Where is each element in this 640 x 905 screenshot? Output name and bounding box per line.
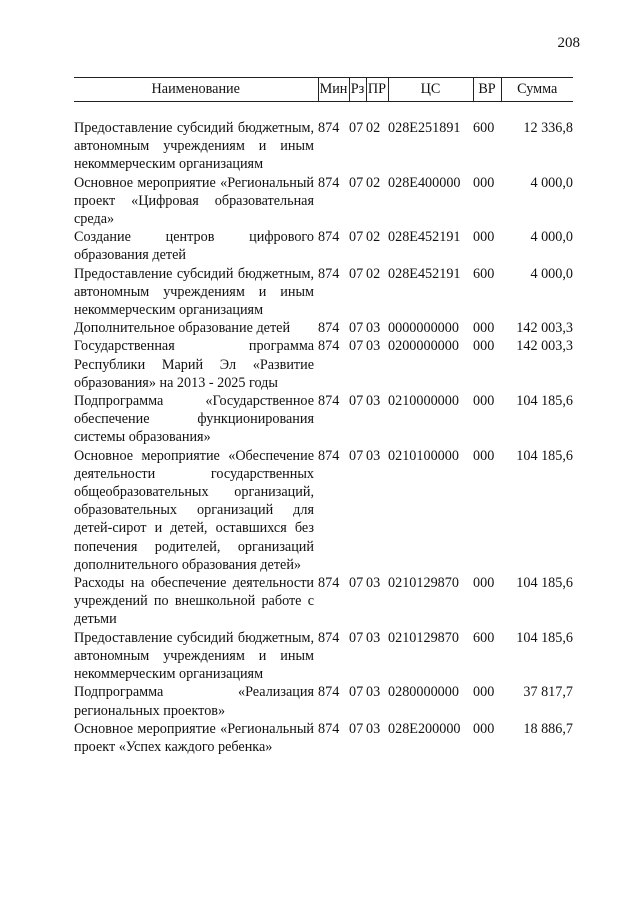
page-number: 208 [557,35,580,51]
row-vr: 000 [473,575,495,592]
row-pr: 03 [366,338,381,355]
row-sum: 4 000,0 [530,265,573,282]
row-sum: 104 185,6 [516,629,573,646]
row-cs: 0210000000 [388,393,459,410]
table-row [74,319,573,337]
header-sum: Сумма [501,78,573,102]
row-min: 874 [318,265,340,282]
row-rz: 07 [349,447,364,464]
budget-table [74,77,573,756]
row-name: Расходы на обеспечение деятельности учреждений по внешкольной работе с детьми [74,575,314,628]
table-row [74,174,573,229]
row-sum: 104 185,6 [516,575,573,592]
row-cs: 0280000000 [388,684,459,701]
table-row [74,228,573,264]
row-pr: 02 [366,120,381,136]
row-pr: 02 [366,174,381,191]
table-row [74,337,573,392]
row-name: Подпрограмма «Государственное обеспечение функционирования системы образования» [74,393,314,446]
row-cs: 0200000000 [388,338,459,355]
row-rz: 07 [349,684,364,701]
row-cs: 028E452191 [388,265,461,282]
header-pr: ПР [366,78,388,102]
row-vr: 000 [473,447,495,464]
row-name: Государственная программа Республики Марий Эл «Развитие образования» на 2013 - 2025 годы [74,338,314,391]
table-row [74,629,573,684]
table-row [74,574,573,629]
row-min: 874 [318,720,340,737]
row-pr: 03 [366,720,381,737]
table-row [74,119,573,174]
row-cs: 028E251891 [388,120,461,136]
row-pr: 03 [366,684,381,701]
row-vr: 000 [473,320,495,337]
row-min: 874 [318,447,340,464]
row-pr: 03 [366,629,381,646]
row-min: 874 [318,320,340,337]
header-rz: Рз [349,78,366,102]
row-pr: 03 [366,447,381,464]
row-name: Дополнительное образование детей [74,320,291,337]
row-cs: 028E452191 [388,229,461,246]
row-vr: 000 [473,174,495,191]
row-rz: 07 [349,393,364,410]
row-rz: 07 [349,229,364,246]
row-rz: 07 [349,338,364,355]
row-sum: 142 003,3 [516,320,573,337]
row-vr: 000 [473,720,495,737]
header-vr: ВР [473,78,501,102]
table-row [74,683,573,719]
row-min: 874 [318,393,340,410]
row-pr: 03 [366,393,381,410]
row-name: Подпрограмма «Реализация региональных проектов» [74,684,314,719]
row-pr: 03 [366,575,381,592]
row-sum: 4 000,0 [530,174,573,191]
row-name: Создание центров цифрового образования детей [74,229,314,264]
table-body [74,102,573,757]
row-pr: 03 [366,320,381,337]
row-cs: 028E200000 [388,720,461,737]
table-row [74,265,573,320]
row-rz: 07 [349,720,364,737]
row-pr: 02 [366,265,381,282]
row-name: Основное мероприятие «Региональный проект «Успех каждого ребенка» [74,720,314,755]
row-cs: 0210100000 [388,447,459,464]
table-row [74,720,573,756]
row-sum: 104 185,6 [516,447,573,464]
table-row [74,447,573,574]
row-rz: 07 [349,575,364,592]
row-vr: 600 [473,120,495,136]
row-cs: 0210129870 [388,575,459,592]
row-sum: 104 185,6 [516,393,573,410]
row-rz: 07 [349,320,364,337]
row-sum: 18 886,7 [523,720,573,737]
row-name: Предоставление субсидий бюджетным, автономным учреждениям и иным некоммерческим организациям [74,629,314,683]
row-min: 874 [318,174,340,191]
row-rz: 07 [349,629,364,646]
row-min: 874 [318,229,340,246]
row-sum: 142 003,3 [516,338,573,355]
header-cs: ЦС [388,78,473,102]
row-name: Основное мероприятие «Региональный проект «Цифровая образовательная среда» [74,174,314,228]
row-rz: 07 [349,174,364,191]
row-min: 874 [318,684,340,701]
table-header-row [74,78,573,102]
row-cs: 028E400000 [388,174,461,191]
row-name: Предоставление субсидий бюджетным, автономным учреждениям и иным некоммерческим организациям [74,120,314,173]
row-sum: 12 336,8 [523,120,573,136]
row-name: Основное мероприятие «Обеспечение деятельности государственных общеобразовательных организаций, образовательных организаций для детей-сирот и детей, оставшихся без попечения родителей, организаций дополнительного образования детей» [74,447,314,573]
row-vr: 600 [473,265,495,282]
row-min: 874 [318,120,340,136]
row-vr: 000 [473,338,495,355]
row-vr: 000 [473,684,495,701]
table-row [74,392,573,447]
row-vr: 600 [473,629,495,646]
row-vr: 000 [473,229,495,246]
row-sum: 4 000,0 [530,229,573,246]
header-min: Мин [318,78,349,102]
row-name: Предоставление субсидий бюджетным, автономным учреждениям и иным некоммерческим организациям [74,265,314,319]
row-cs: 0000000000 [388,320,459,337]
row-sum: 37 817,7 [523,684,573,701]
row-rz: 07 [349,120,364,136]
row-min: 874 [318,629,340,646]
row-vr: 000 [473,393,495,410]
row-cs: 0210129870 [388,629,459,646]
row-pr: 02 [366,229,381,246]
header-name: Наименование [74,78,318,102]
row-min: 874 [318,338,340,355]
row-min: 874 [318,575,340,592]
row-rz: 07 [349,265,364,282]
